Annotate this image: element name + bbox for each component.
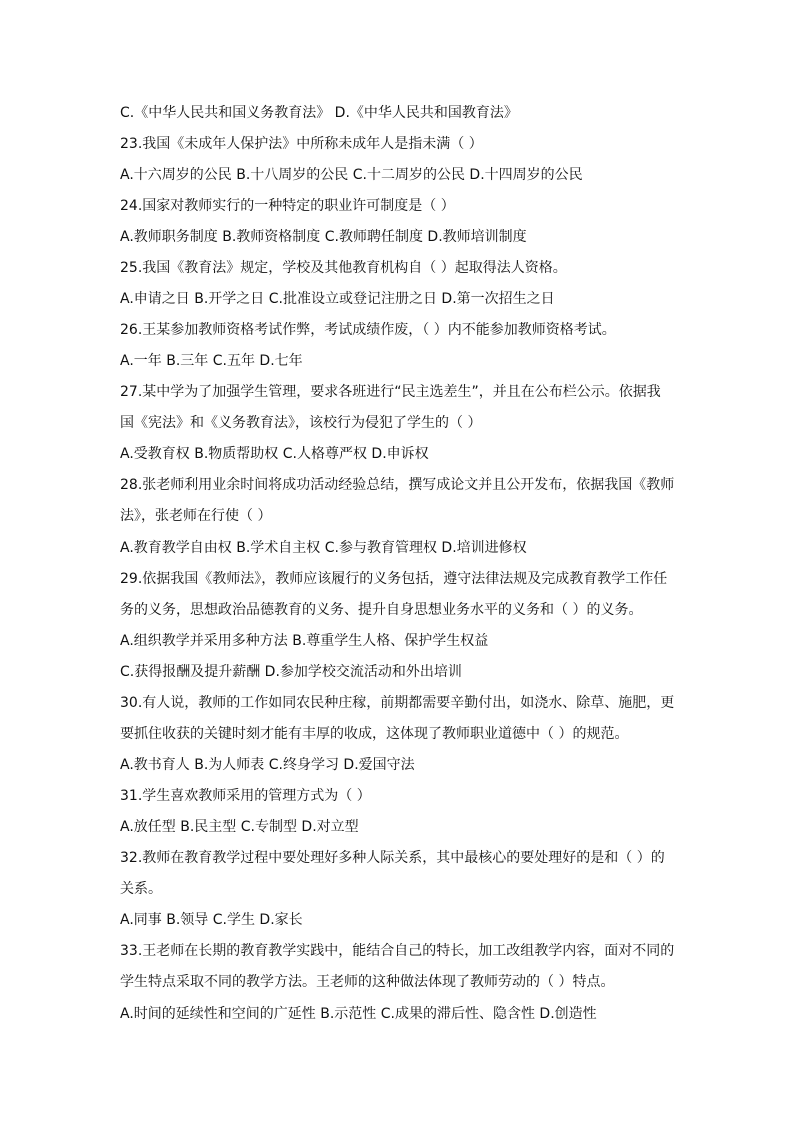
text-line: 27.某中学为了加强学生管理，要求各班进行“民主选差生”，并且在公布栏公示。依据我 [120, 384, 661, 400]
text-line: 24.国家对教师实行的一种特定的职业许可制度是（ ） [120, 198, 455, 214]
text-line: A.一年 B.三年 C.五年 D.七年 [120, 353, 303, 369]
text-line: C.获得报酬及提升薪酬 D.参加学校交流活动和外出培训 [120, 664, 462, 680]
text-line: 29.依据我国《教师法》，教师应该履行的义务包括，遵守法律法规及完成教育教学工作任 [120, 571, 668, 587]
text-line: 31.学生喜欢教师采用的管理方式为（ ） [120, 788, 371, 804]
text-line: 23.我国《未成年人保护法》中所称未成年人是指未满（ ） [120, 136, 483, 152]
text-line: A.时间的延续性和空间的广延性 B.示范性 C.成果的滞后性、隐含性 D.创造性 [120, 1006, 597, 1022]
text-line: 25.我国《教育法》规定，学校及其他教育机构自（ ）起取得法人资格。 [120, 260, 567, 276]
text-line: 28.张老师利用业余时间将成功活动经验总结，撰写成论文并且公开发布，依据我国《教师 [120, 477, 675, 493]
text-line: 26.王某参加教师资格考试作弊，考试成绩作废，（ ）内不能参加教师资格考试。 [120, 322, 616, 338]
text-line: 要抓住收获的关键时刻才能有丰厚的收成，这体现了教师职业道德中（ ）的规范。 [120, 726, 629, 742]
text-line: A.同事 B.领导 C.学生 D.家长 [120, 912, 303, 928]
text-line: A.十六周岁的公民 B.十八周岁的公民 C.十二周岁的公民 D.十四周岁的公民 [120, 167, 583, 183]
text-line: A.教书育人 B.为人师表 C.终身学习 D.爱国守法 [120, 757, 415, 773]
text-line: A.组织教学并采用多种方法 B.尊重学生人格、保护学生权益 [120, 633, 489, 649]
text-line: A.教师职务制度 B.教师资格制度 C.教师聘任制度 D.教师培训制度 [120, 229, 527, 245]
text-line: 33.王老师在长期的教育教学实践中，能结合自己的特长，加工改组教学内容，面对不同的 [120, 943, 675, 959]
text-line: 32.教师在教育教学过程中要处理好多种人际关系，其中最核心的要处理好的是和（ ）的 [120, 850, 665, 866]
text-line: 务的义务，思想政治品德教育的义务、提升自身思想业务水平的义务和（ ）的义务。 [120, 602, 643, 618]
text-line: A.受教育权 B.物质帮助权 C.人格尊严权 D.申诉权 [120, 446, 429, 462]
text-line: A.放任型 B.民主型 C.专制型 D.对立型 [120, 819, 359, 835]
text-line: 法》，张老师在行使（ ） [120, 508, 272, 524]
text-line: 学生特点采取不同的教学方法。王老师的这种做法体现了教师劳动的（ ）特点。 [120, 974, 615, 990]
text-line: C.《中华人民共和国义务教育法》 D.《中华人民共和国教育法》 [120, 105, 518, 121]
text-line: 30.有人说，教师的工作如同农民种庄稼，前期都需要辛勤付出，如浇水、除草、施肥，更 [120, 695, 675, 711]
text-line: A.教育教学自由权 B.学术自主权 C.参与教育管理权 D.培训进修权 [120, 540, 527, 556]
text-line: 关系。 [120, 881, 162, 897]
text-line: A.申请之日 B.开学之日 C.批准设立或登记注册之日 D.第一次招生之日 [120, 291, 555, 307]
text-line: 国《宪法》和《义务教育法》，该校行为侵犯了学生的（ ） [120, 415, 482, 431]
